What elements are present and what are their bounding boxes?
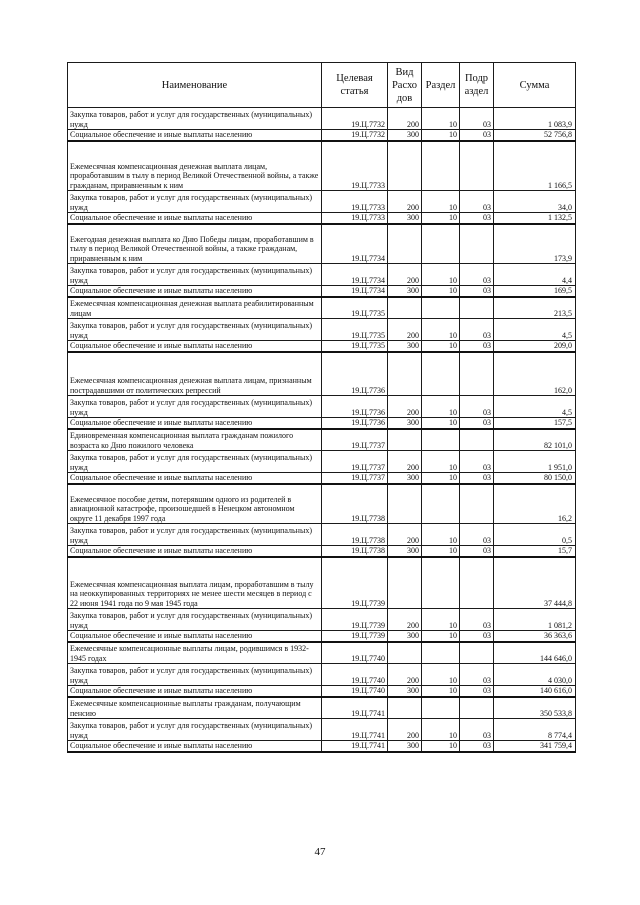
- row-expense-kind: 300: [388, 546, 422, 557]
- row-name: Закупка товаров, работ и услуг для государственных (муниципальных) нужд: [68, 396, 322, 418]
- row-expense-kind: 300: [388, 130, 422, 141]
- row-subsection: [460, 484, 494, 524]
- table-row: [68, 341, 576, 352]
- row-sum: 34,0: [494, 191, 576, 213]
- row-target-article: 19.Ц.7736: [322, 352, 388, 396]
- row-expense-kind: 200: [388, 719, 422, 741]
- row-expense-kind: 300: [388, 473, 422, 484]
- row-section: 10: [422, 546, 460, 557]
- row-target-article: 19.Ц.7739: [322, 557, 388, 609]
- row-sum: 213,5: [494, 297, 576, 319]
- row-name: Социальное обеспечение и иные выплаты населению: [68, 418, 322, 429]
- row-sum: 15,7: [494, 546, 576, 557]
- table-row: [68, 664, 576, 686]
- row-sum: 4,5: [494, 319, 576, 341]
- row-sum: 341 759,4: [494, 741, 576, 752]
- row-expense-kind: [388, 557, 422, 609]
- table-row: [68, 484, 576, 524]
- table-row: [68, 429, 576, 451]
- row-subsection: 03: [460, 191, 494, 213]
- row-expense-kind: 300: [388, 418, 422, 429]
- row-sum: 16,2: [494, 484, 576, 524]
- row-subsection: 03: [460, 664, 494, 686]
- row-sum: 52 756,8: [494, 130, 576, 141]
- row-sum: 4,4: [494, 264, 576, 286]
- row-section: [422, 297, 460, 319]
- row-section: 10: [422, 719, 460, 741]
- budget-table-sheet: [67, 62, 575, 753]
- row-subsection: 03: [460, 609, 494, 631]
- header-target-article: Целевая статья: [322, 63, 388, 108]
- row-target-article: 19.Ц.7741: [322, 741, 388, 752]
- row-name: Закупка товаров, работ и услуг для государственных (муниципальных) нужд: [68, 719, 322, 741]
- row-subsection: 03: [460, 286, 494, 297]
- row-expense-kind: [388, 697, 422, 719]
- row-subsection: 03: [460, 546, 494, 557]
- row-sum: 140 616,0: [494, 686, 576, 697]
- row-subsection: [460, 352, 494, 396]
- row-sum: 1 132,5: [494, 213, 576, 224]
- row-expense-kind: [388, 352, 422, 396]
- row-target-article: 19.Ц.7739: [322, 609, 388, 631]
- row-target-article: 19.Ц.7739: [322, 631, 388, 642]
- row-subsection: [460, 697, 494, 719]
- row-subsection: 03: [460, 719, 494, 741]
- row-name: Социальное обеспечение и иные выплаты населению: [68, 213, 322, 224]
- row-subsection: 03: [460, 396, 494, 418]
- row-sum: 8 774,4: [494, 719, 576, 741]
- table-body: [68, 108, 576, 752]
- row-name: Ежемесячная компенсационная выплата лицам, проработавшим в тылу на неоккупированных территориях не менее шести месяцев в период с 22 июня 1941 года по 9 мая 1945 года: [68, 557, 322, 609]
- row-name: Ежемесячная компенсационная денежная выплата лицам, проработавшим в тылу в период Великой Отечественной войны, а также гражданам, приравненным к ним: [68, 141, 322, 191]
- row-target-article: 19.Ц.7738: [322, 484, 388, 524]
- row-name: Закупка товаров, работ и услуг для государственных (муниципальных) нужд: [68, 108, 322, 130]
- table-row: [68, 108, 576, 130]
- row-expense-kind: 300: [388, 286, 422, 297]
- table-row: [68, 557, 576, 609]
- row-name: Закупка товаров, работ и услуг для государственных (муниципальных) нужд: [68, 664, 322, 686]
- row-section: [422, 352, 460, 396]
- row-subsection: 03: [460, 418, 494, 429]
- row-expense-kind: 200: [388, 108, 422, 130]
- row-name: Социальное обеспечение и иные выплаты населению: [68, 473, 322, 484]
- row-name: Социальное обеспечение и иные выплаты населению: [68, 546, 322, 557]
- row-name: Ежегодная денежная выплата ко Дню Победы лицам, проработавшим в тылу в период Великой Отечественной войны, а также гражданам, приравненным к ним: [68, 224, 322, 264]
- table-row: [68, 524, 576, 546]
- row-section: 10: [422, 264, 460, 286]
- table-row: [68, 264, 576, 286]
- row-sum: 4,5: [494, 396, 576, 418]
- row-sum: 37 444,8: [494, 557, 576, 609]
- row-target-article: 19.Ц.7733: [322, 141, 388, 191]
- row-target-article: 19.Ц.7737: [322, 473, 388, 484]
- row-sum: 1 951,0: [494, 451, 576, 473]
- row-target-article: 19.Ц.7734: [322, 264, 388, 286]
- table-row: [68, 473, 576, 484]
- row-section: 10: [422, 609, 460, 631]
- table-row: [68, 631, 576, 642]
- row-section: [422, 697, 460, 719]
- row-name: Социальное обеспечение и иные выплаты населению: [68, 631, 322, 642]
- row-subsection: 03: [460, 341, 494, 352]
- row-section: 10: [422, 473, 460, 484]
- header-subsection: Подр аздел: [460, 63, 494, 108]
- row-expense-kind: 200: [388, 524, 422, 546]
- row-section: [422, 484, 460, 524]
- row-name: Единовременная компенсационная выплата гражданам пожилого возраста ко Дню пожилого человека: [68, 429, 322, 451]
- row-target-article: 19.Ц.7736: [322, 396, 388, 418]
- row-target-article: 19.Ц.7732: [322, 130, 388, 141]
- row-name: Социальное обеспечение и иные выплаты населению: [68, 286, 322, 297]
- row-expense-kind: 200: [388, 451, 422, 473]
- row-target-article: 19.Ц.7741: [322, 697, 388, 719]
- table-row: [68, 546, 576, 557]
- row-subsection: [460, 224, 494, 264]
- row-name: Ежемесячные компенсационные выплаты лицам, родившимся в 1932-1945 годах: [68, 642, 322, 664]
- row-sum: 1 083,9: [494, 108, 576, 130]
- row-target-article: 19.Ц.7738: [322, 524, 388, 546]
- row-section: 10: [422, 341, 460, 352]
- page-number: 47: [314, 846, 326, 858]
- row-target-article: 19.Ц.7737: [322, 451, 388, 473]
- row-section: [422, 429, 460, 451]
- row-sum: 144 646,0: [494, 642, 576, 664]
- row-expense-kind: 200: [388, 396, 422, 418]
- row-sum: 157,5: [494, 418, 576, 429]
- table-row: [68, 286, 576, 297]
- row-name: Закупка товаров, работ и услуг для государственных (муниципальных) нужд: [68, 319, 322, 341]
- row-sum: 1 166,5: [494, 141, 576, 191]
- row-sum: 162,0: [494, 352, 576, 396]
- row-section: 10: [422, 451, 460, 473]
- row-subsection: 03: [460, 524, 494, 546]
- row-section: 10: [422, 418, 460, 429]
- row-section: 10: [422, 686, 460, 697]
- row-name: Закупка товаров, работ и услуг для государственных (муниципальных) нужд: [68, 191, 322, 213]
- row-sum: 173,9: [494, 224, 576, 264]
- row-subsection: [460, 642, 494, 664]
- budget-table: [67, 62, 576, 753]
- row-target-article: 19.Ц.7735: [322, 341, 388, 352]
- table-row: [68, 130, 576, 141]
- row-sum: 1 081,2: [494, 609, 576, 631]
- row-subsection: 03: [460, 741, 494, 752]
- table-header-row: [68, 63, 576, 108]
- row-section: 10: [422, 286, 460, 297]
- row-expense-kind: [388, 642, 422, 664]
- row-expense-kind: [388, 224, 422, 264]
- row-sum: 209,0: [494, 341, 576, 352]
- row-expense-kind: 200: [388, 264, 422, 286]
- row-target-article: 19.Ц.7737: [322, 429, 388, 451]
- row-sum: 350 533,8: [494, 697, 576, 719]
- row-target-article: 19.Ц.7735: [322, 319, 388, 341]
- table-row: [68, 396, 576, 418]
- table-row: [68, 418, 576, 429]
- table-row: [68, 686, 576, 697]
- row-subsection: 03: [460, 686, 494, 697]
- row-expense-kind: [388, 429, 422, 451]
- row-section: 10: [422, 191, 460, 213]
- table-row: [68, 609, 576, 631]
- table-row: [68, 213, 576, 224]
- row-subsection: [460, 141, 494, 191]
- row-name: Социальное обеспечение и иные выплаты населению: [68, 741, 322, 752]
- row-target-article: 19.Ц.7740: [322, 664, 388, 686]
- row-subsection: 03: [460, 473, 494, 484]
- row-expense-kind: 300: [388, 341, 422, 352]
- row-subsection: [460, 557, 494, 609]
- row-sum: 36 363,6: [494, 631, 576, 642]
- row-section: 10: [422, 130, 460, 141]
- table-row: [68, 719, 576, 741]
- row-name: Социальное обеспечение и иные выплаты населению: [68, 341, 322, 352]
- row-section: 10: [422, 108, 460, 130]
- row-section: 10: [422, 213, 460, 224]
- row-section: 10: [422, 396, 460, 418]
- row-subsection: [460, 297, 494, 319]
- header-name: Наименование: [68, 63, 322, 108]
- row-target-article: 19.Ц.7738: [322, 546, 388, 557]
- row-subsection: 03: [460, 213, 494, 224]
- table-row: [68, 697, 576, 719]
- row-name: Закупка товаров, работ и услуг для государственных (муниципальных) нужд: [68, 524, 322, 546]
- row-name: Закупка товаров, работ и услуг для государственных (муниципальных) нужд: [68, 609, 322, 631]
- row-section: 10: [422, 319, 460, 341]
- row-section: 10: [422, 631, 460, 642]
- row-expense-kind: 300: [388, 686, 422, 697]
- row-sum: 169,5: [494, 286, 576, 297]
- row-subsection: 03: [460, 130, 494, 141]
- row-target-article: 19.Ц.7740: [322, 686, 388, 697]
- table-row: [68, 642, 576, 664]
- row-expense-kind: [388, 297, 422, 319]
- row-subsection: 03: [460, 451, 494, 473]
- row-subsection: 03: [460, 631, 494, 642]
- row-target-article: 19.Ц.7735: [322, 297, 388, 319]
- row-name: Закупка товаров, работ и услуг для государственных (муниципальных) нужд: [68, 264, 322, 286]
- table-row: [68, 297, 576, 319]
- row-target-article: 19.Ц.7741: [322, 719, 388, 741]
- row-target-article: 19.Ц.7732: [322, 108, 388, 130]
- row-expense-kind: 300: [388, 741, 422, 752]
- row-expense-kind: [388, 484, 422, 524]
- row-section: 10: [422, 524, 460, 546]
- row-section: [422, 557, 460, 609]
- row-sum: 4 030,0: [494, 664, 576, 686]
- row-expense-kind: 200: [388, 319, 422, 341]
- row-name: Социальное обеспечение и иные выплаты населению: [68, 130, 322, 141]
- row-subsection: 03: [460, 108, 494, 130]
- header-sum: Сумма: [494, 63, 576, 108]
- table-row: [68, 451, 576, 473]
- table-row: [68, 191, 576, 213]
- row-target-article: 19.Ц.7734: [322, 286, 388, 297]
- row-expense-kind: 300: [388, 213, 422, 224]
- row-subsection: 03: [460, 264, 494, 286]
- row-sum: 0,5: [494, 524, 576, 546]
- row-name: Закупка товаров, работ и услуг для государственных (муниципальных) нужд: [68, 451, 322, 473]
- row-sum: 80 150,0: [494, 473, 576, 484]
- row-subsection: [460, 429, 494, 451]
- row-expense-kind: [388, 141, 422, 191]
- row-expense-kind: 200: [388, 664, 422, 686]
- row-expense-kind: 200: [388, 609, 422, 631]
- header-section: Раздел: [422, 63, 460, 108]
- row-name: Социальное обеспечение и иные выплаты населению: [68, 686, 322, 697]
- row-target-article: 19.Ц.7733: [322, 213, 388, 224]
- header-expense-kind: Вид Расхо дов: [388, 63, 422, 108]
- table-row: [68, 741, 576, 752]
- row-target-article: 19.Ц.7734: [322, 224, 388, 264]
- row-expense-kind: 200: [388, 191, 422, 213]
- table-row: [68, 141, 576, 191]
- row-name: Ежемесячные компенсационные выплаты гражданам, получающим пенсию: [68, 697, 322, 719]
- table-row: [68, 224, 576, 264]
- row-section: [422, 642, 460, 664]
- row-target-article: 19.Ц.7740: [322, 642, 388, 664]
- row-target-article: 19.Ц.7733: [322, 191, 388, 213]
- row-section: [422, 224, 460, 264]
- row-section: 10: [422, 664, 460, 686]
- row-target-article: 19.Ц.7736: [322, 418, 388, 429]
- row-name: Ежемесячная компенсационная денежная выплата лицам, признанным пострадавшими от политических репрессий: [68, 352, 322, 396]
- row-name: Ежемесячное пособие детям, потерявшим одного из родителей в авиационной катастрофе, произошедшей в Ненецком автономном округе 11 декабря 1997 года: [68, 484, 322, 524]
- row-expense-kind: 300: [388, 631, 422, 642]
- row-name: Ежемесячная компенсационная денежная выплата реабилитированным лицам: [68, 297, 322, 319]
- row-section: [422, 141, 460, 191]
- table-row: [68, 352, 576, 396]
- table-row: [68, 319, 576, 341]
- row-sum: 82 101,0: [494, 429, 576, 451]
- row-section: 10: [422, 741, 460, 752]
- row-subsection: 03: [460, 319, 494, 341]
